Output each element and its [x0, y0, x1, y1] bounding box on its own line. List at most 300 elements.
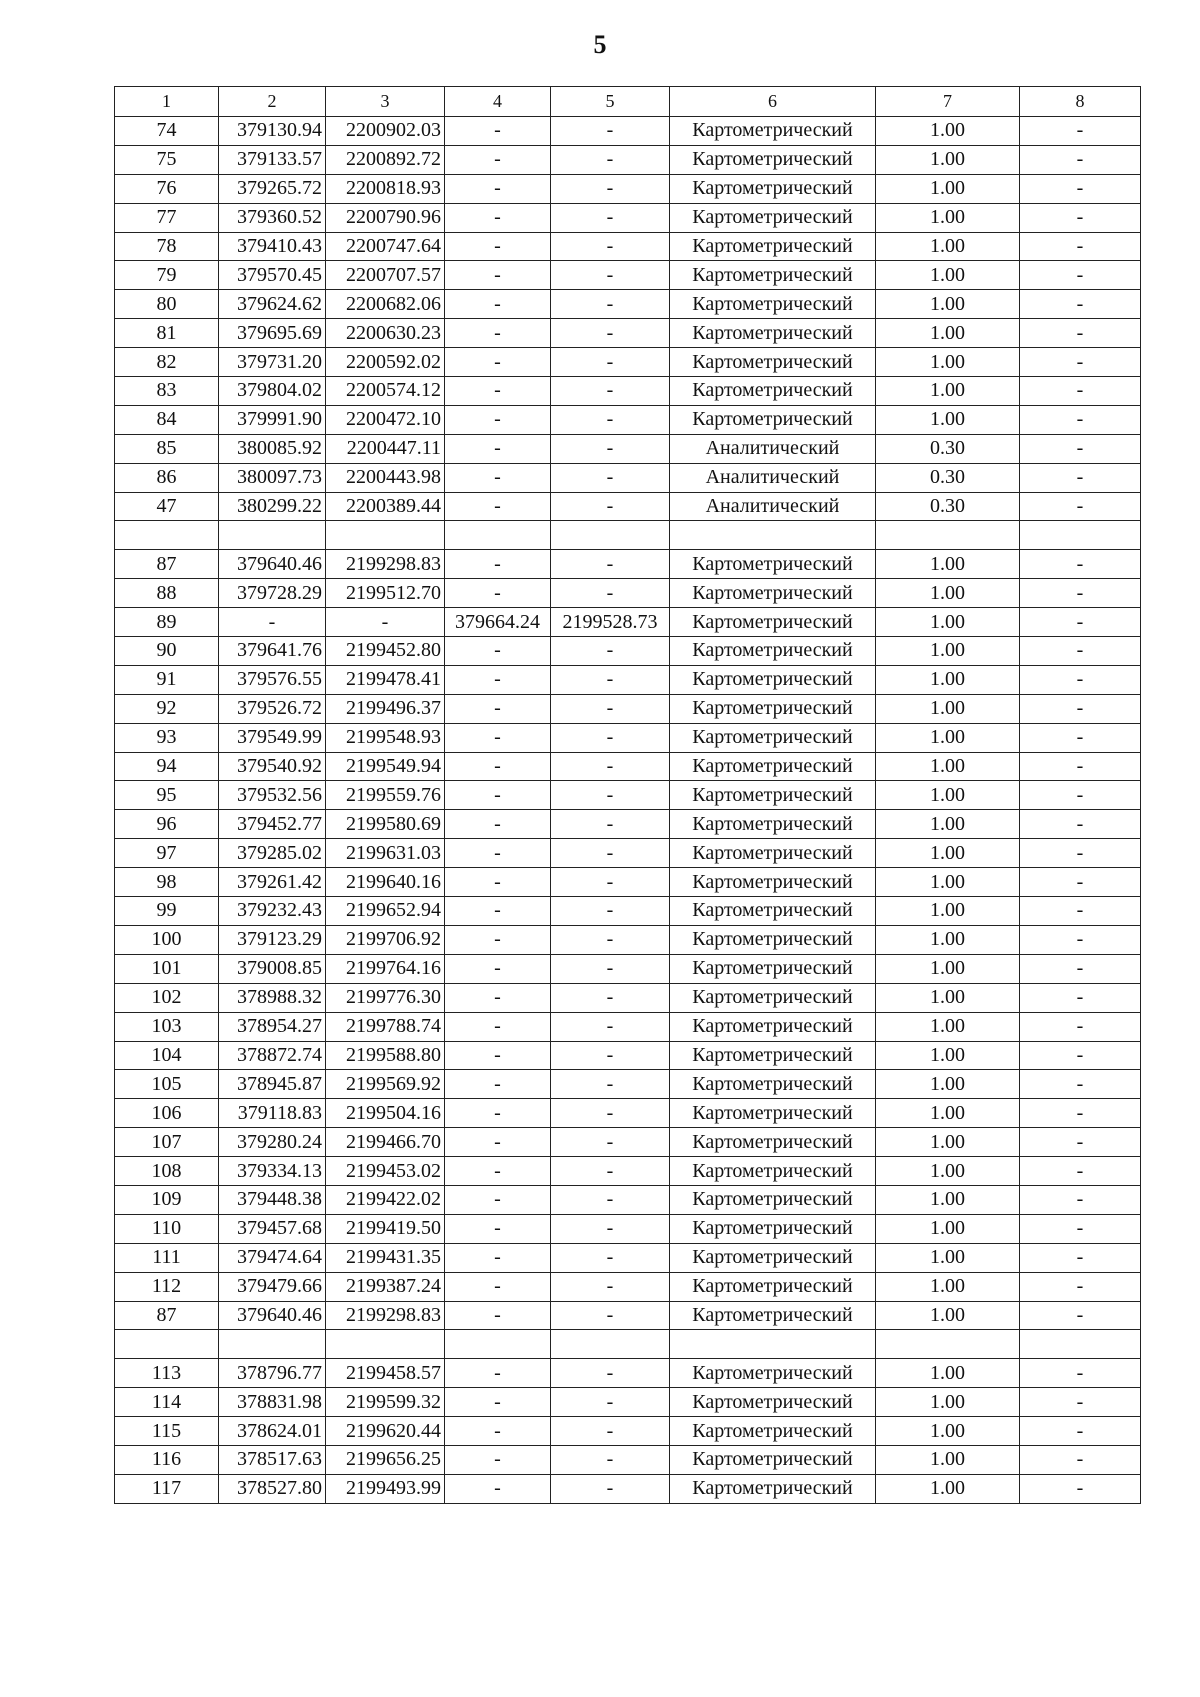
point-number-cell: 87	[115, 550, 219, 579]
note-cell: -	[1020, 954, 1141, 983]
x-new-cell: -	[445, 1070, 551, 1099]
y-new-cell	[551, 1330, 670, 1359]
accuracy-cell: 1.00	[876, 1157, 1020, 1186]
table-row	[115, 290, 1141, 319]
point-number-cell: 88	[115, 579, 219, 608]
accuracy-cell: 1.00	[876, 1388, 1020, 1417]
point-number-cell: 114	[115, 1388, 219, 1417]
method-cell: Картометрический	[670, 897, 876, 926]
note-cell: -	[1020, 1012, 1141, 1041]
accuracy-cell: 1.00	[876, 694, 1020, 723]
note-cell: -	[1020, 925, 1141, 954]
x-coordinate-cell: 379728.29	[219, 579, 326, 608]
x-new-cell: -	[445, 781, 551, 810]
method-cell: Картометрический	[670, 983, 876, 1012]
x-coordinate-cell: 379008.85	[219, 954, 326, 983]
method-cell: Картометрический	[670, 954, 876, 983]
y-coordinate-cell: 2199580.69	[326, 810, 445, 839]
x-coordinate-cell: 379118.83	[219, 1099, 326, 1128]
x-new-cell: -	[445, 1474, 551, 1503]
point-number-cell: 107	[115, 1128, 219, 1157]
point-number-cell: 96	[115, 810, 219, 839]
x-new-cell: -	[445, 1359, 551, 1388]
accuracy-cell: 0.30	[876, 434, 1020, 463]
y-new-cell: -	[551, 1301, 670, 1330]
x-new-cell: -	[445, 405, 551, 434]
accuracy-cell: 1.00	[876, 897, 1020, 926]
x-coordinate-cell: 379695.69	[219, 319, 326, 348]
point-number-cell: 79	[115, 261, 219, 290]
accuracy-cell: 1.00	[876, 1214, 1020, 1243]
point-number-cell	[115, 1330, 219, 1359]
y-coordinate-cell: 2199588.80	[326, 1041, 445, 1070]
x-new-cell: -	[445, 117, 551, 146]
note-cell: -	[1020, 1474, 1141, 1503]
accuracy-cell: 1.00	[876, 145, 1020, 174]
header-cell: 8	[1020, 87, 1141, 117]
x-new-cell: -	[445, 1301, 551, 1330]
y-coordinate-cell: 2199776.30	[326, 983, 445, 1012]
table-row	[115, 983, 1141, 1012]
method-cell: Аналитический	[670, 463, 876, 492]
accuracy-cell: 1.00	[876, 810, 1020, 839]
y-coordinate-cell: 2200592.02	[326, 348, 445, 377]
note-cell: -	[1020, 232, 1141, 261]
point-number-cell: 76	[115, 174, 219, 203]
x-new-cell: -	[445, 1041, 551, 1070]
x-new-cell: -	[445, 550, 551, 579]
point-number-cell: 90	[115, 637, 219, 666]
x-new-cell: -	[445, 174, 551, 203]
accuracy-cell: 1.00	[876, 1012, 1020, 1041]
point-number-cell: 110	[115, 1214, 219, 1243]
accuracy-cell: 1.00	[876, 1474, 1020, 1503]
y-new-cell: -	[551, 1070, 670, 1099]
point-number-cell: 47	[115, 492, 219, 521]
x-coordinate-cell: 378796.77	[219, 1359, 326, 1388]
x-coordinate-cell: 379804.02	[219, 377, 326, 406]
y-new-cell: -	[551, 1214, 670, 1243]
y-new-cell: -	[551, 117, 670, 146]
table-row	[115, 348, 1141, 377]
table-row	[115, 1185, 1141, 1214]
method-cell: Картометрический	[670, 868, 876, 897]
table-row	[115, 463, 1141, 492]
accuracy-cell: 1.00	[876, 348, 1020, 377]
y-coordinate-cell: 2200818.93	[326, 174, 445, 203]
x-new-cell: -	[445, 434, 551, 463]
coordinates-table	[114, 86, 1141, 1504]
point-number-cell: 99	[115, 897, 219, 926]
x-coordinate-cell: 379410.43	[219, 232, 326, 261]
method-cell: Картометрический	[670, 665, 876, 694]
note-cell: -	[1020, 637, 1141, 666]
note-cell: -	[1020, 1070, 1141, 1099]
note-cell: -	[1020, 1388, 1141, 1417]
y-new-cell: -	[551, 1388, 670, 1417]
point-number-cell: 109	[115, 1185, 219, 1214]
accuracy-cell: 0.30	[876, 463, 1020, 492]
table-row	[115, 117, 1141, 146]
x-coordinate-cell: 379526.72	[219, 694, 326, 723]
accuracy-cell: 1.00	[876, 550, 1020, 579]
note-cell: -	[1020, 1185, 1141, 1214]
x-new-cell: -	[445, 1128, 551, 1157]
y-new-cell: -	[551, 637, 670, 666]
x-coordinate-cell: 379624.62	[219, 290, 326, 319]
y-coordinate-cell: 2199387.24	[326, 1272, 445, 1301]
point-number-cell: 94	[115, 752, 219, 781]
accuracy-cell: 1.00	[876, 1243, 1020, 1272]
table-row	[115, 781, 1141, 810]
point-number-cell: 106	[115, 1099, 219, 1128]
x-coordinate-cell: 379261.42	[219, 868, 326, 897]
y-new-cell: -	[551, 1128, 670, 1157]
table-row	[115, 752, 1141, 781]
accuracy-cell: 1.00	[876, 983, 1020, 1012]
x-coordinate-cell: 379285.02	[219, 839, 326, 868]
y-new-cell: -	[551, 1272, 670, 1301]
x-new-cell: 379664.24	[445, 608, 551, 637]
table-row	[115, 261, 1141, 290]
table-row	[115, 1157, 1141, 1186]
y-new-cell: -	[551, 1359, 670, 1388]
x-coordinate-cell: 379474.64	[219, 1243, 326, 1272]
method-cell: Картометрический	[670, 723, 876, 752]
x-coordinate-cell: 379576.55	[219, 665, 326, 694]
note-cell	[1020, 521, 1141, 550]
x-coordinate-cell: 378831.98	[219, 1388, 326, 1417]
point-number-cell: 113	[115, 1359, 219, 1388]
table-row	[115, 665, 1141, 694]
point-number-cell: 74	[115, 117, 219, 146]
table-row	[115, 1243, 1141, 1272]
method-cell: Картометрический	[670, 810, 876, 839]
y-new-cell: -	[551, 1157, 670, 1186]
point-number-cell: 89	[115, 608, 219, 637]
x-coordinate-cell: 379640.46	[219, 550, 326, 579]
x-new-cell: -	[445, 1417, 551, 1446]
y-coordinate-cell: 2199298.83	[326, 550, 445, 579]
y-coordinate-cell: 2199559.76	[326, 781, 445, 810]
accuracy-cell: 1.00	[876, 1041, 1020, 1070]
note-cell: -	[1020, 1272, 1141, 1301]
accuracy-cell: 1.00	[876, 261, 1020, 290]
page-number: 5	[593, 30, 607, 59]
x-new-cell: -	[445, 1185, 551, 1214]
x-coordinate-cell: 379334.13	[219, 1157, 326, 1186]
x-coordinate-cell: 379641.76	[219, 637, 326, 666]
method-cell: Картометрический	[670, 232, 876, 261]
method-cell: Картометрический	[670, 1128, 876, 1157]
accuracy-cell: 1.00	[876, 405, 1020, 434]
y-coordinate-cell: 2199640.16	[326, 868, 445, 897]
x-new-cell: -	[445, 752, 551, 781]
x-coordinate-cell: 380085.92	[219, 434, 326, 463]
y-coordinate-cell: 2199569.92	[326, 1070, 445, 1099]
table-row	[115, 1445, 1141, 1474]
note-cell: -	[1020, 117, 1141, 146]
x-coordinate-cell: -	[219, 608, 326, 637]
note-cell: -	[1020, 1214, 1141, 1243]
accuracy-cell: 1.00	[876, 232, 1020, 261]
table-row	[115, 1474, 1141, 1503]
x-coordinate-cell: 378517.63	[219, 1445, 326, 1474]
y-coordinate-cell: 2200472.10	[326, 405, 445, 434]
accuracy-cell: 1.00	[876, 1128, 1020, 1157]
table-row	[115, 232, 1141, 261]
method-cell: Картометрический	[670, 405, 876, 434]
y-coordinate-cell: -	[326, 608, 445, 637]
note-cell: -	[1020, 1301, 1141, 1330]
y-new-cell: -	[551, 405, 670, 434]
x-coordinate-cell: 379549.99	[219, 723, 326, 752]
table-row	[115, 434, 1141, 463]
note-cell: -	[1020, 290, 1141, 319]
method-cell: Картометрический	[670, 203, 876, 232]
point-number-cell: 92	[115, 694, 219, 723]
y-coordinate-cell: 2200790.96	[326, 203, 445, 232]
y-new-cell: -	[551, 1243, 670, 1272]
accuracy-cell: 1.00	[876, 117, 1020, 146]
method-cell: Картометрический	[670, 1474, 876, 1503]
x-new-cell: -	[445, 954, 551, 983]
x-coordinate-cell: 379232.43	[219, 897, 326, 926]
note-cell: -	[1020, 579, 1141, 608]
note-cell: -	[1020, 608, 1141, 637]
x-coordinate-cell: 379640.46	[219, 1301, 326, 1330]
y-new-cell: -	[551, 261, 670, 290]
x-coordinate-cell: 379123.29	[219, 925, 326, 954]
y-coordinate-cell: 2200447.11	[326, 434, 445, 463]
method-cell: Картометрический	[670, 117, 876, 146]
header-row	[115, 87, 1141, 117]
point-number-cell: 102	[115, 983, 219, 1012]
accuracy-cell: 1.00	[876, 1272, 1020, 1301]
x-coordinate-cell: 378945.87	[219, 1070, 326, 1099]
x-coordinate-cell: 379457.68	[219, 1214, 326, 1243]
note-cell: -	[1020, 983, 1141, 1012]
note-cell: -	[1020, 319, 1141, 348]
accuracy-cell: 0.30	[876, 492, 1020, 521]
point-number-cell: 108	[115, 1157, 219, 1186]
note-cell: -	[1020, 174, 1141, 203]
table-row	[115, 174, 1141, 203]
table-row	[115, 1128, 1141, 1157]
point-number-cell	[115, 521, 219, 550]
y-new-cell: -	[551, 723, 670, 752]
y-new-cell: -	[551, 463, 670, 492]
note-cell: -	[1020, 1417, 1141, 1446]
accuracy-cell: 1.00	[876, 1070, 1020, 1099]
y-coordinate-cell: 2200892.72	[326, 145, 445, 174]
x-new-cell: -	[445, 694, 551, 723]
method-cell: Картометрический	[670, 608, 876, 637]
table-row	[115, 1417, 1141, 1446]
note-cell: -	[1020, 405, 1141, 434]
x-coordinate-cell: 379479.66	[219, 1272, 326, 1301]
x-coordinate-cell: 380097.73	[219, 463, 326, 492]
point-number-cell: 77	[115, 203, 219, 232]
point-number-cell: 91	[115, 665, 219, 694]
x-new-cell	[445, 1330, 551, 1359]
table-row	[115, 1099, 1141, 1128]
method-cell: Картометрический	[670, 1041, 876, 1070]
header-cell: 2	[219, 87, 326, 117]
point-number-cell: 75	[115, 145, 219, 174]
x-coordinate-cell: 379532.56	[219, 781, 326, 810]
point-number-cell: 98	[115, 868, 219, 897]
table-row	[115, 1388, 1141, 1417]
x-new-cell: -	[445, 723, 551, 752]
accuracy-cell: 1.00	[876, 1099, 1020, 1128]
table-row	[115, 954, 1141, 983]
method-cell: Картометрический	[670, 1214, 876, 1243]
x-new-cell: -	[445, 492, 551, 521]
method-cell: Картометрический	[670, 1445, 876, 1474]
y-coordinate-cell: 2199656.25	[326, 1445, 445, 1474]
point-number-cell: 83	[115, 377, 219, 406]
x-new-cell: -	[445, 925, 551, 954]
y-coordinate-cell: 2199599.32	[326, 1388, 445, 1417]
x-new-cell: -	[445, 319, 551, 348]
y-new-cell: -	[551, 897, 670, 926]
y-coordinate-cell	[326, 521, 445, 550]
x-new-cell: -	[445, 810, 551, 839]
y-new-cell: -	[551, 1185, 670, 1214]
table-row	[115, 579, 1141, 608]
accuracy-cell: 1.00	[876, 203, 1020, 232]
method-cell: Картометрический	[670, 1272, 876, 1301]
table-row	[115, 550, 1141, 579]
note-cell: -	[1020, 377, 1141, 406]
method-cell: Картометрический	[670, 1012, 876, 1041]
table-row	[115, 868, 1141, 897]
y-coordinate-cell: 2200902.03	[326, 117, 445, 146]
x-new-cell: -	[445, 261, 551, 290]
y-new-cell: -	[551, 1474, 670, 1503]
y-new-cell: -	[551, 145, 670, 174]
x-coordinate-cell: 379452.77	[219, 810, 326, 839]
x-new-cell: -	[445, 145, 551, 174]
method-cell: Картометрический	[670, 1301, 876, 1330]
point-number-cell: 86	[115, 463, 219, 492]
point-number-cell: 85	[115, 434, 219, 463]
point-number-cell: 81	[115, 319, 219, 348]
y-new-cell: -	[551, 1041, 670, 1070]
accuracy-cell: 1.00	[876, 925, 1020, 954]
x-new-cell: -	[445, 665, 551, 694]
method-cell: Картометрический	[670, 637, 876, 666]
separator-row	[115, 1330, 1141, 1359]
y-coordinate-cell: 2199504.16	[326, 1099, 445, 1128]
y-coordinate-cell: 2199549.94	[326, 752, 445, 781]
method-cell	[670, 1330, 876, 1359]
x-coordinate-cell	[219, 1330, 326, 1359]
note-cell: -	[1020, 434, 1141, 463]
accuracy-cell: 1.00	[876, 1445, 1020, 1474]
method-cell: Картометрический	[670, 1243, 876, 1272]
accuracy-cell: 1.00	[876, 377, 1020, 406]
table-row	[115, 839, 1141, 868]
note-cell: -	[1020, 1041, 1141, 1070]
method-cell: Картометрический	[670, 839, 876, 868]
point-number-cell: 93	[115, 723, 219, 752]
accuracy-cell: 1.00	[876, 1301, 1020, 1330]
y-coordinate-cell: 2199764.16	[326, 954, 445, 983]
y-new-cell: -	[551, 810, 670, 839]
y-coordinate-cell: 2199298.83	[326, 1301, 445, 1330]
table-row	[115, 1070, 1141, 1099]
x-new-cell: -	[445, 897, 551, 926]
table-row	[115, 810, 1141, 839]
point-number-cell: 111	[115, 1243, 219, 1272]
x-new-cell: -	[445, 1157, 551, 1186]
x-coordinate-cell: 379540.92	[219, 752, 326, 781]
accuracy-cell: 1.00	[876, 839, 1020, 868]
y-new-cell: -	[551, 665, 670, 694]
note-cell: -	[1020, 897, 1141, 926]
method-cell: Картометрический	[670, 1359, 876, 1388]
method-cell: Картометрический	[670, 174, 876, 203]
table-body	[115, 87, 1141, 1504]
method-cell: Аналитический	[670, 492, 876, 521]
y-coordinate-cell: 2199458.57	[326, 1359, 445, 1388]
y-coordinate-cell: 2200574.12	[326, 377, 445, 406]
y-new-cell: -	[551, 492, 670, 521]
x-new-cell: -	[445, 290, 551, 319]
x-new-cell: -	[445, 1214, 551, 1243]
x-new-cell: -	[445, 637, 551, 666]
method-cell: Картометрический	[670, 145, 876, 174]
y-coordinate-cell: 2199478.41	[326, 665, 445, 694]
accuracy-cell: 1.00	[876, 290, 1020, 319]
table-row	[115, 925, 1141, 954]
y-new-cell: -	[551, 1099, 670, 1128]
note-cell: -	[1020, 1128, 1141, 1157]
y-new-cell: -	[551, 174, 670, 203]
x-coordinate-cell: 380299.22	[219, 492, 326, 521]
note-cell: -	[1020, 203, 1141, 232]
y-new-cell: -	[551, 839, 670, 868]
note-cell: -	[1020, 1445, 1141, 1474]
method-cell: Картометрический	[670, 781, 876, 810]
note-cell: -	[1020, 463, 1141, 492]
point-number-cell: 100	[115, 925, 219, 954]
point-number-cell: 101	[115, 954, 219, 983]
table-row	[115, 897, 1141, 926]
method-cell: Картометрический	[670, 1099, 876, 1128]
accuracy-cell	[876, 1330, 1020, 1359]
x-new-cell: -	[445, 868, 551, 897]
x-new-cell: -	[445, 579, 551, 608]
header-cell: 3	[326, 87, 445, 117]
method-cell: Аналитический	[670, 434, 876, 463]
y-coordinate-cell: 2199706.92	[326, 925, 445, 954]
y-new-cell: -	[551, 1445, 670, 1474]
accuracy-cell: 1.00	[876, 1359, 1020, 1388]
accuracy-cell: 1.00	[876, 868, 1020, 897]
y-new-cell: -	[551, 550, 670, 579]
x-new-cell	[445, 521, 551, 550]
table-row	[115, 203, 1141, 232]
x-new-cell: -	[445, 232, 551, 261]
y-new-cell: -	[551, 925, 670, 954]
method-cell: Картометрический	[670, 261, 876, 290]
y-new-cell: -	[551, 954, 670, 983]
note-cell	[1020, 1330, 1141, 1359]
x-coordinate-cell: 379448.38	[219, 1185, 326, 1214]
